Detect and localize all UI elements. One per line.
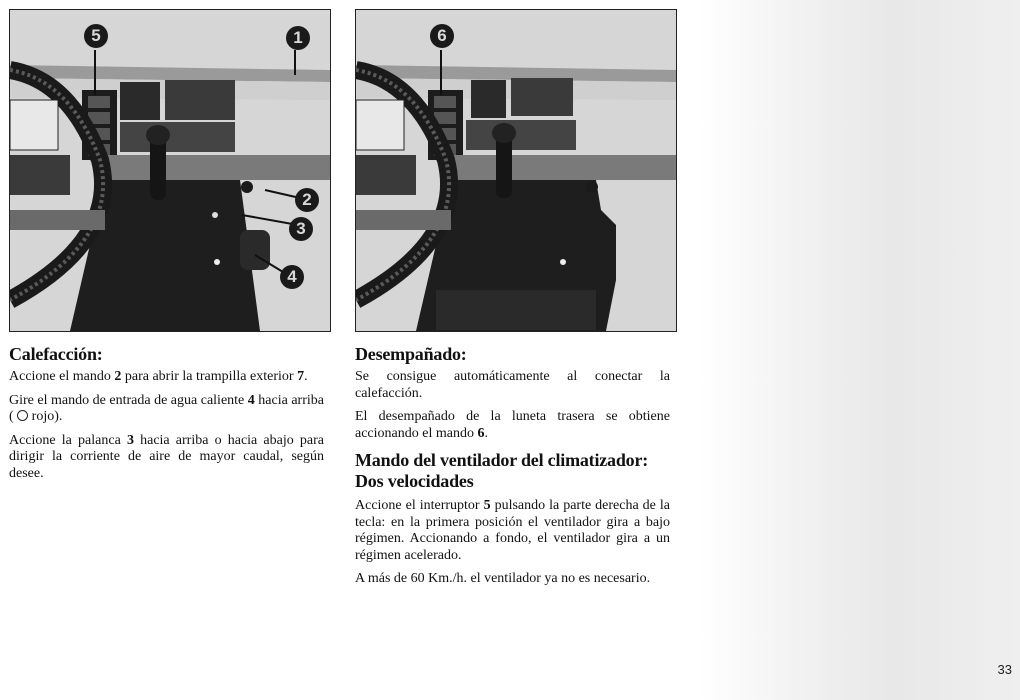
heating-section [9,343,324,489]
circle-icon [17,410,28,421]
text: El desempañado de la luneta trasera se obtiene accionando el mando [355,409,670,441]
scanned-page-edge [700,0,1020,700]
callout-3: 3 [289,217,313,241]
ref-number: 3 [126,432,134,448]
text: Gire el mando de entrada de agua caliente [9,392,248,408]
text: hacia arriba o hacia abajo para dirigir la corriente de aire de mayor caudal, según desee. [9,432,324,481]
ref-number: 4 [247,392,255,408]
fan-title: Mando del ventilador del climatizador: Dos velocidades [355,450,649,491]
callout-1: 1 [286,26,310,50]
callout-2: 2 [295,188,319,212]
callout-6: 6 [430,24,454,48]
heating-paragraph-1 [9,369,324,386]
defog-section [355,343,670,595]
heating-controls-illustration [9,9,331,332]
text: Accione el interruptor [355,498,484,513]
text: pulsando la parte derecha de la tecla: en la primera posición el ventilador gira a bajo régimen. Accionando a fondo, el ventilador gira a un régimen acelerado. [355,498,670,563]
text: . [484,425,488,441]
text: Accione la palanca [9,432,127,448]
text: Accione el mando [9,369,115,384]
dashboard-drawing [356,10,676,331]
heating-title: Calefacción: [9,344,103,364]
defog-controls-illustration [355,9,677,332]
heating-paragraph-2 [9,393,324,426]
text: rojo). [28,409,63,424]
text: . [304,369,308,384]
defog-paragraph-1: Se consigue automáticamente al conectar la calefacción. [355,369,670,401]
ref-number: 6 [477,425,485,441]
text: para abrir la trampilla exterior [121,369,298,384]
ref-number: 5 [483,498,491,513]
ref-number: 7 [297,369,305,384]
defog-paragraph-2 [355,409,670,442]
callout-4: 4 [280,265,304,289]
callout-5: 5 [84,24,108,48]
defog-title: Desempañado: [355,344,467,364]
fan-paragraph-2: A más de 60 Km./h. el ventilador ya no es necesario. [355,571,651,586]
page-number: 33 [997,662,1012,677]
text: hacia arriba ( [9,392,324,424]
heating-paragraph-3 [9,433,324,483]
ref-number: 2 [114,369,122,384]
fan-paragraph-1 [355,498,670,564]
